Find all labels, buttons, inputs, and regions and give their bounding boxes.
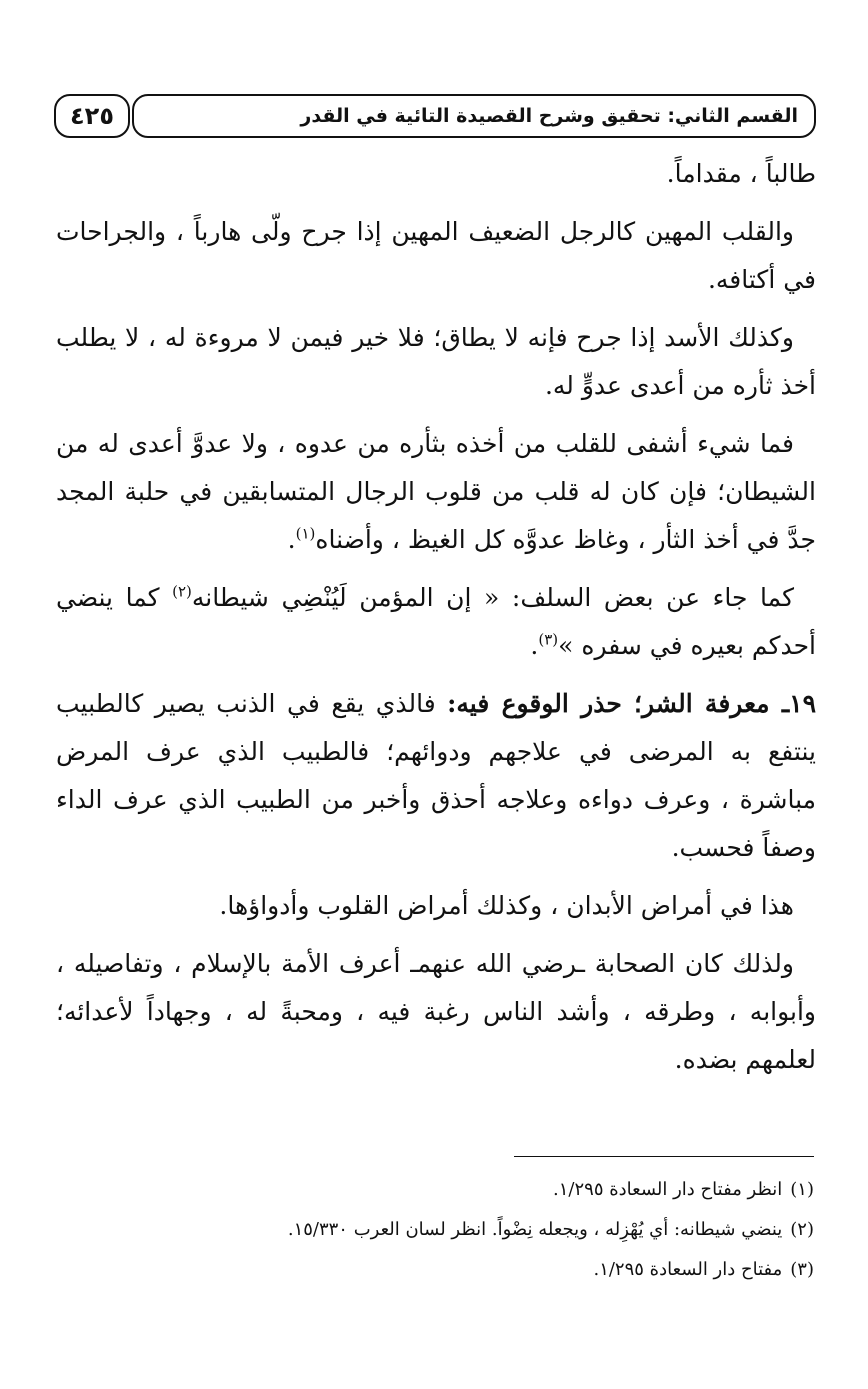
paragraph-5-end: . [530, 631, 539, 660]
footnote-text: انظر مفتاح دار السعادة ١/٢٩٥. [553, 1179, 783, 1200]
paragraph-3: وكذلك الأسد إذا جرح فإنه لا يطاق؛ فلا خير فيمن لا مروءة له ، لا يطلب أخذ ثأره من أعدى عدوٍّ له. [56, 323, 816, 400]
footnote-ref-3: (٣) [538, 630, 559, 649]
footnote-text: ينضي شيطانه: أي يُهْزِله ، ويجعله نِضْواً. انظر لسان العرب ١٥/٣٣٠. [287, 1219, 783, 1240]
footnote-number: (٢) [790, 1219, 814, 1240]
main-text [56, 150, 816, 1094]
paragraph-4-end: . [287, 525, 296, 554]
paragraph-2: والقلب المهين كالرجل الضعيف المهين إذا جرح ولّى هارباً ، والجراحات في أكتافه. [56, 217, 816, 294]
paragraph-8: ولذلك كان الصحابة ـرضي الله عنهمـ أعرف الأمة بالإسلام ، وتفاصيله ، وأبوابه ، وطرقه ، وأشد الناس رغبة فيه ، ومحبةً له ، وجهاداً لأعدائه؛ لعلمهم بضده. [56, 949, 816, 1074]
paragraph-5 [56, 574, 816, 670]
footnote-divider [514, 1156, 814, 1157]
paragraph-7: هذا في أمراض الأبدان ، وكذلك أمراض القلوب وأدواؤها. [219, 891, 794, 920]
footnote-number: (٣) [790, 1259, 814, 1280]
paragraph-5-text-a: كما جاء عن بعض السلف: « إن المؤمن لَيُنْضِي شيطانه [191, 583, 794, 612]
paragraph-4 [56, 420, 816, 564]
footnotes [56, 1170, 814, 1290]
running-header [132, 94, 816, 138]
paragraph-6-text: فالذي يقع في الذنب يصير كالطبيب ينتفع به المرضى في علاجهم ودوائهم؛ فالطبيب الذي عرف المرض مباشرة ، وعرف دواءه وعلاجه أحذق وأخبر من الطبيب الذي عرف الداء وصفاً فحسب. [56, 689, 816, 862]
footnote-number: (١) [790, 1179, 814, 1200]
paragraph-5-text-b: كما ينضي أحدكم بعيره في سفره » [56, 583, 816, 660]
paragraph-4-text: فما شيء أشفى للقلب من أخذه بثأره من عدوه ، ولا عدوَّ أعدى له من الشيطان؛ فإن كان له قلب من قلوب الرجال المتسابقين في حلبة المجد جدَّ في أخذ الثأر ، وغاظ عدوَّه كل الغيظ ، وأضناه [56, 429, 816, 554]
footnote-text: مفتاح دار السعادة ١/٢٩٥. [593, 1259, 783, 1280]
section-19-heading: ١٩ـ معرفة الشر؛ حذر الوقوع فيه: [447, 689, 816, 718]
section-title: القسم الثاني: تحقيق وشرح القصيدة التائية في القدر [300, 105, 798, 127]
footnote-3 [56, 1250, 814, 1290]
page-number-box [54, 94, 130, 138]
footnote-ref-2: (٢) [172, 582, 192, 601]
footnote-1 [56, 1170, 814, 1210]
footnote-2 [56, 1210, 814, 1250]
footnote-ref-1: (١) [295, 524, 316, 543]
paragraph-6 [56, 680, 816, 872]
page-number: ٤٢٥ [70, 102, 114, 130]
paragraph-1: طالباً ، مقداماً. [666, 159, 816, 188]
